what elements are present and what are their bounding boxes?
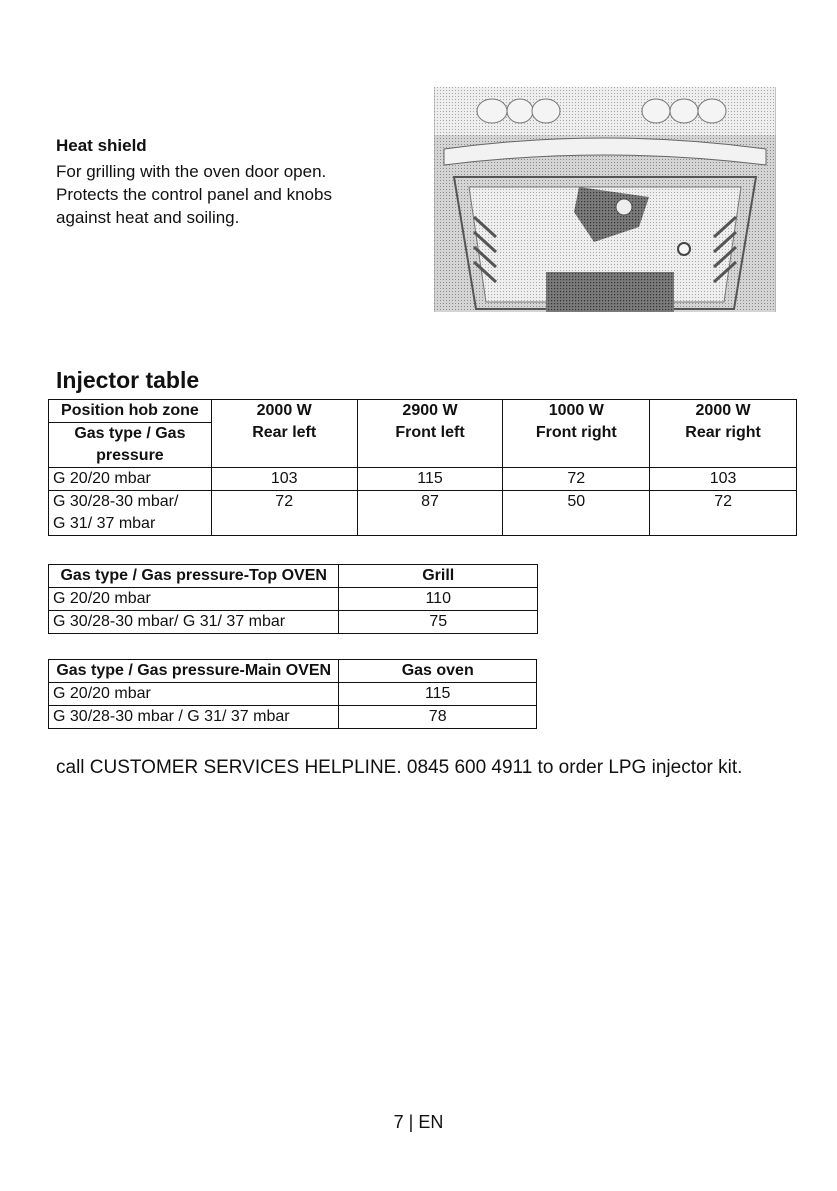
value-cell: 115	[357, 468, 503, 491]
heat-shield-line: Protects the control panel and knobs	[56, 185, 332, 204]
grill-header: Grill	[339, 565, 538, 588]
gas-oven-header: Gas oven	[339, 660, 537, 683]
value-cell: 72	[211, 491, 357, 536]
table-row	[49, 468, 797, 491]
top-oven-injector-table	[48, 564, 538, 634]
value-cell: 78	[339, 706, 537, 729]
value-cell: 75	[339, 611, 538, 634]
gas-type-cell: G 30/28-30 mbar/ G 31/ 37 mbar	[49, 491, 212, 536]
table-row	[49, 683, 537, 706]
zone-header: 2000 W Rear right	[650, 400, 797, 468]
value-cell: 50	[503, 491, 650, 536]
gas-type-header: Gas type / Gas pressure	[49, 423, 212, 468]
table-header-row	[49, 400, 797, 423]
main-oven-injector-table	[48, 659, 537, 729]
value-cell: 115	[339, 683, 537, 706]
table-header-row	[49, 565, 538, 588]
page-number: 7 | EN	[393, 1112, 444, 1132]
helpline-note: call CUSTOMER SERVICES HELPLINE. 0845 600 4911 to order LPG injector kit.	[56, 757, 743, 778]
position-hob-zone-header: Position hob zone	[49, 400, 212, 423]
gas-type-cell: G 30/28-30 mbar/ G 31/ 37 mbar	[49, 611, 339, 634]
table-row	[49, 491, 797, 536]
injector-table-title: Injector table	[56, 367, 200, 393]
heat-shield-line: For grilling with the oven door open.	[56, 162, 327, 181]
heat-shield-description	[56, 160, 396, 229]
main-oven-gas-header: Gas type / Gas pressure-Main OVEN	[49, 660, 339, 683]
gas-type-cell: G 20/20 mbar	[49, 468, 212, 491]
table-header-row	[49, 660, 537, 683]
value-cell: 87	[357, 491, 503, 536]
gas-type-cell: G 20/20 mbar	[49, 683, 339, 706]
heat-shield-title: Heat shield	[56, 136, 147, 155]
value-cell: 103	[211, 468, 357, 491]
hob-injector-table	[48, 399, 797, 536]
oven-heat-shield-photo	[434, 87, 776, 312]
gas-type-cell: G 30/28-30 mbar / G 31/ 37 mbar	[49, 706, 339, 729]
table-row	[49, 706, 537, 729]
gas-type-cell: G 20/20 mbar	[49, 588, 339, 611]
value-cell: 72	[503, 468, 650, 491]
zone-header: 1000 W Front right	[503, 400, 650, 468]
table-row	[49, 588, 538, 611]
zone-header: 2000 W Rear left	[211, 400, 357, 468]
table-row	[49, 611, 538, 634]
top-oven-gas-header: Gas type / Gas pressure-Top OVEN	[49, 565, 339, 588]
value-cell: 110	[339, 588, 538, 611]
zone-header: 2900 W Front left	[357, 400, 503, 468]
heat-shield-line: against heat and soiling.	[56, 208, 240, 227]
value-cell: 103	[650, 468, 797, 491]
value-cell: 72	[650, 491, 797, 536]
